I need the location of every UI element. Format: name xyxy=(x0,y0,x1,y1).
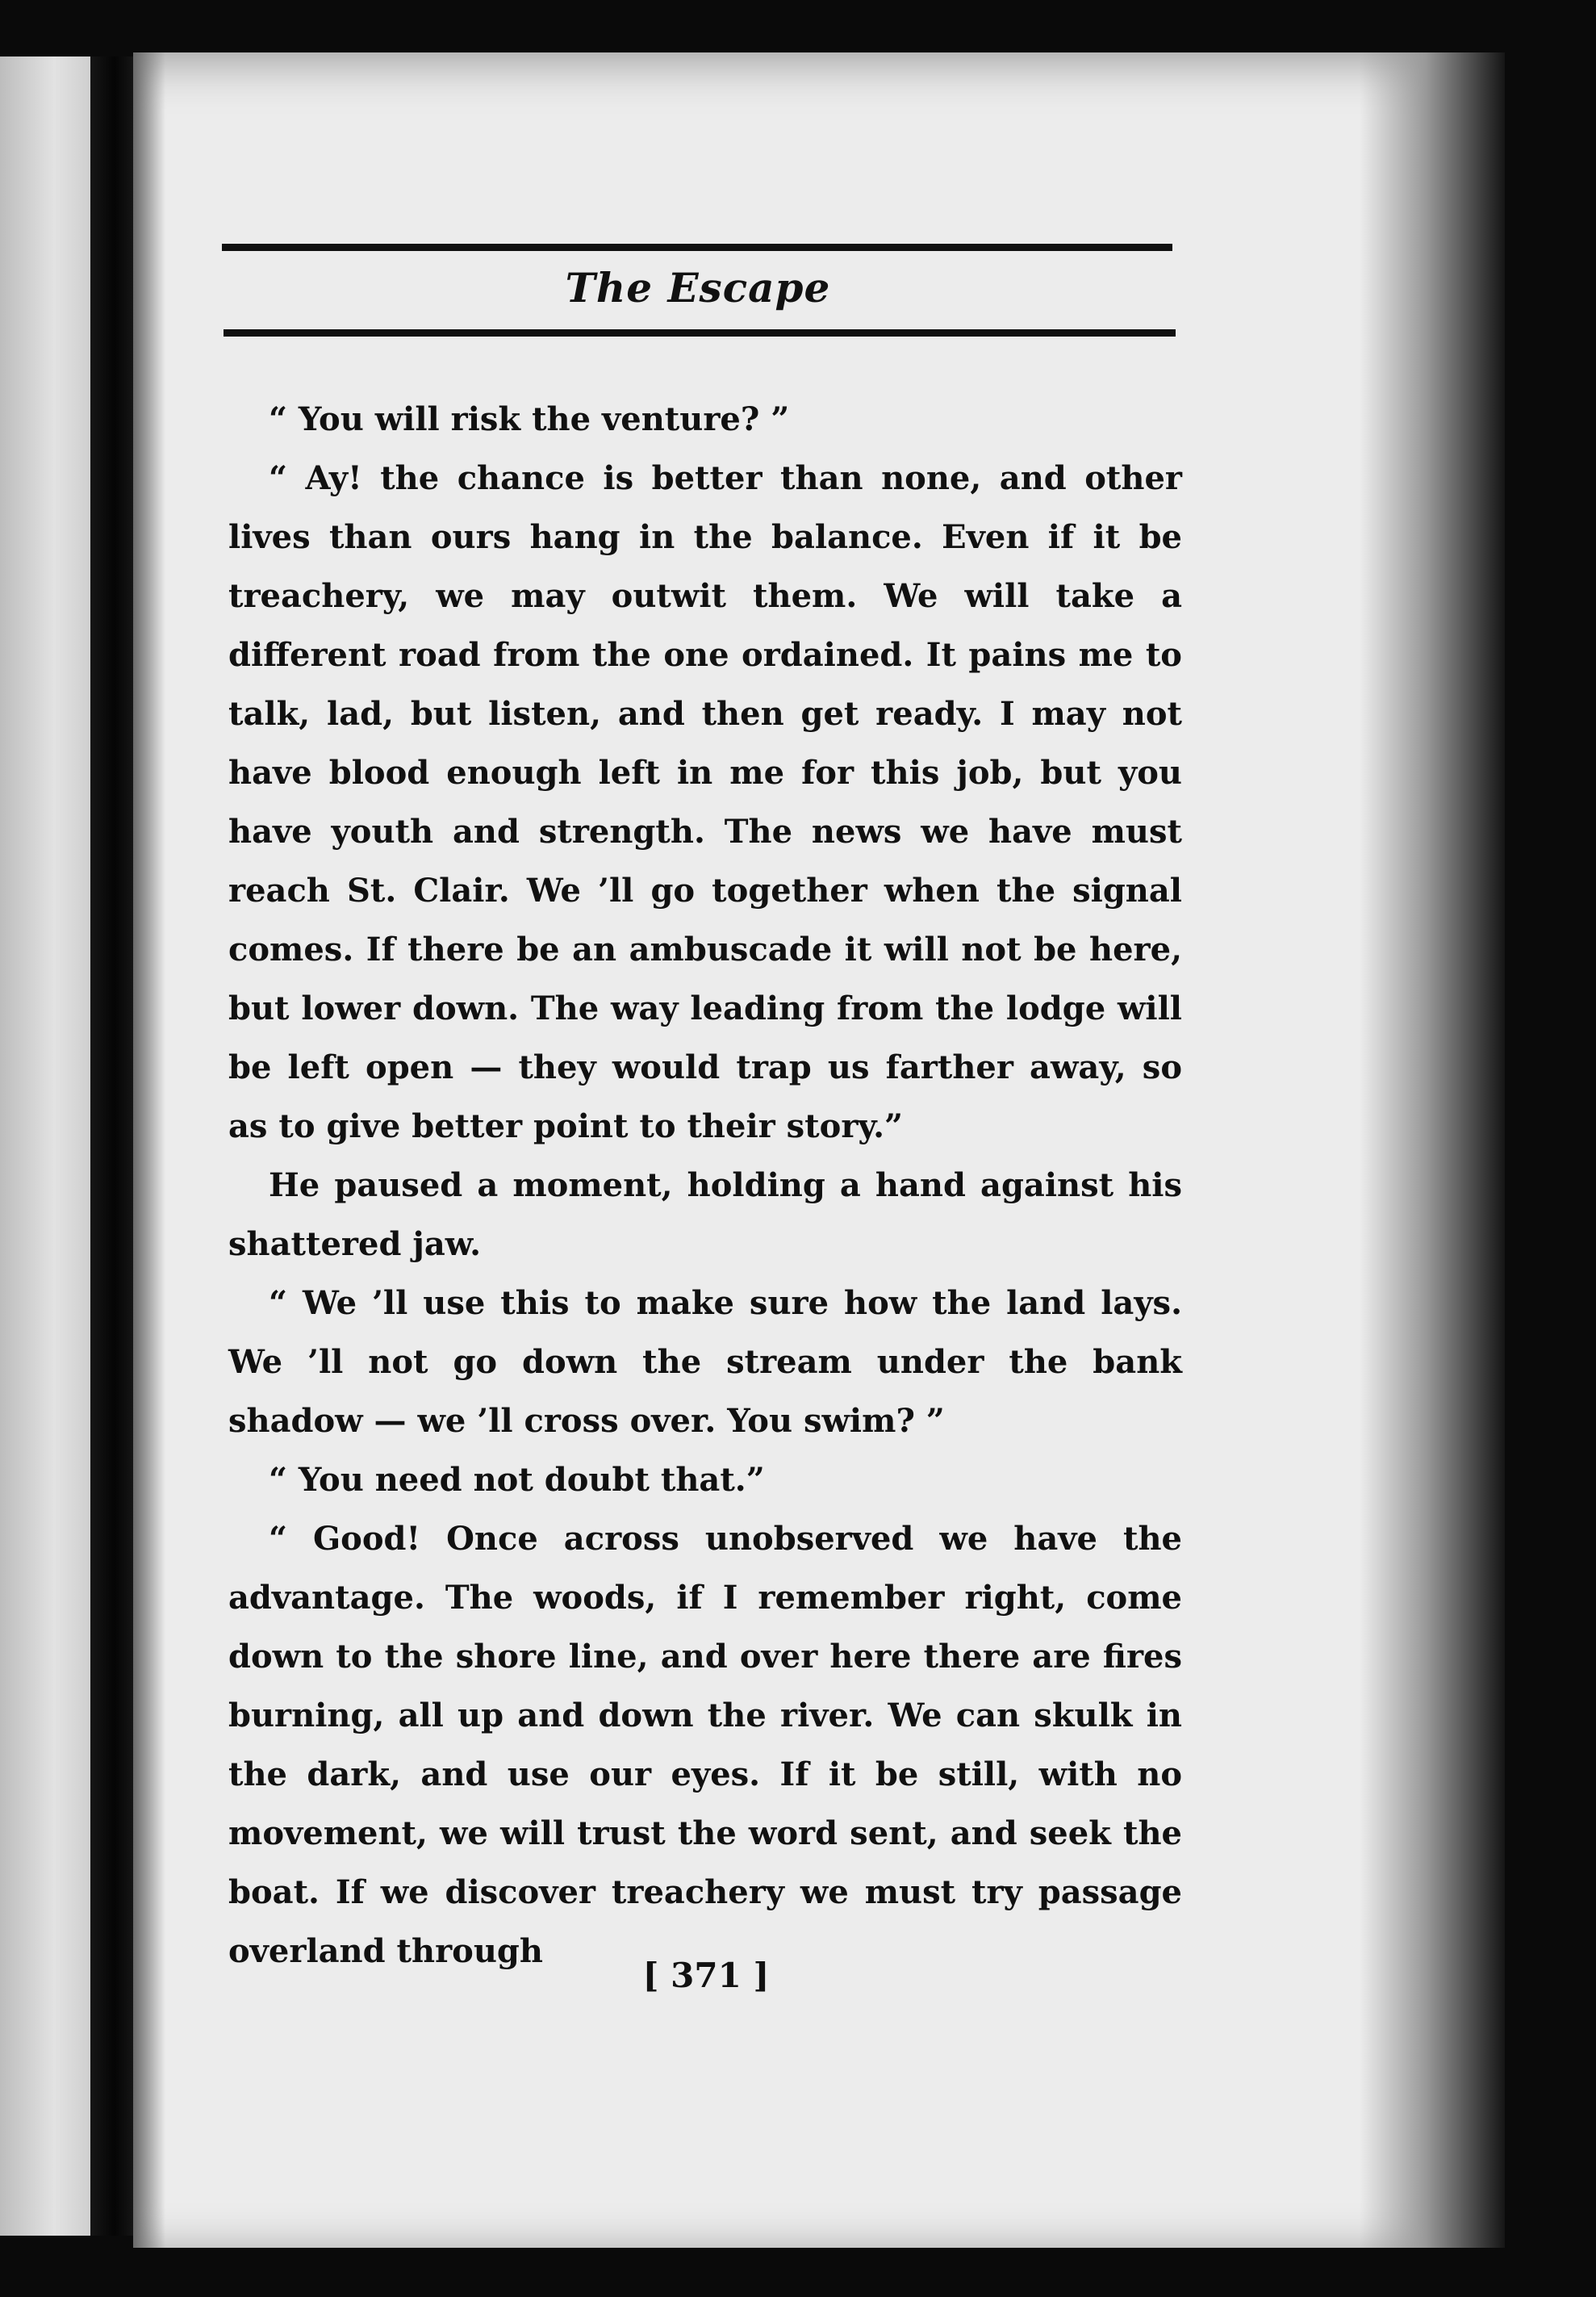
paragraph: “ You will risk the venture? ” xyxy=(269,400,790,438)
header-rule-top xyxy=(222,244,1172,251)
book-page xyxy=(133,52,1505,2248)
paragraph: “ Good! Once across unobserved we have the advantage. The woods, if I remember right, come down to the shore line, and over here there are fires burning, all up and down the river. We can skulk in the dark, and use our eyes. If it be still, with no movement, we will trust the word sent, and seek the boat. If we discover treachery we must try passage overland through xyxy=(228,1520,1182,1970)
paragraph: He paused a moment, holding a hand against his shattered jaw. xyxy=(228,1166,1182,1263)
page-right-edge-shadow xyxy=(1360,52,1505,2248)
paragraph: “ We ’ll use this to make sure how the land lays. We ’ll not go down the stream under the bank shadow — we ’ll cross over. You swim? ” xyxy=(228,1284,1182,1440)
page-number: [ 371 ] xyxy=(642,1956,770,1995)
paragraph: “ Ay! the chance is better than none, and other lives than ours hang in the balance. Even if it be treachery, we may outwit them. We will take a different road from the one ordained. It pains me to talk, lad, but listen, and then get ready. I may not have blood enough left in me for this job, but you have youth and strength. The news we have must reach St. Clair. We ’ll go together when the signal comes. If there be an ambuscade it will not be here, but lower down. The way leading from the lodge will be left open — they would trap us farther away, so as to give better point to their story.” xyxy=(228,459,1182,1145)
body-text xyxy=(228,390,1182,1981)
paragraph: “ You need not doubt that.” xyxy=(269,1461,765,1499)
book-gutter xyxy=(90,56,139,2236)
page-left-shadow xyxy=(133,52,165,2248)
facing-page-edge xyxy=(0,56,90,2236)
running-head: The Escape xyxy=(565,264,831,312)
header-rule-bottom xyxy=(224,329,1176,337)
